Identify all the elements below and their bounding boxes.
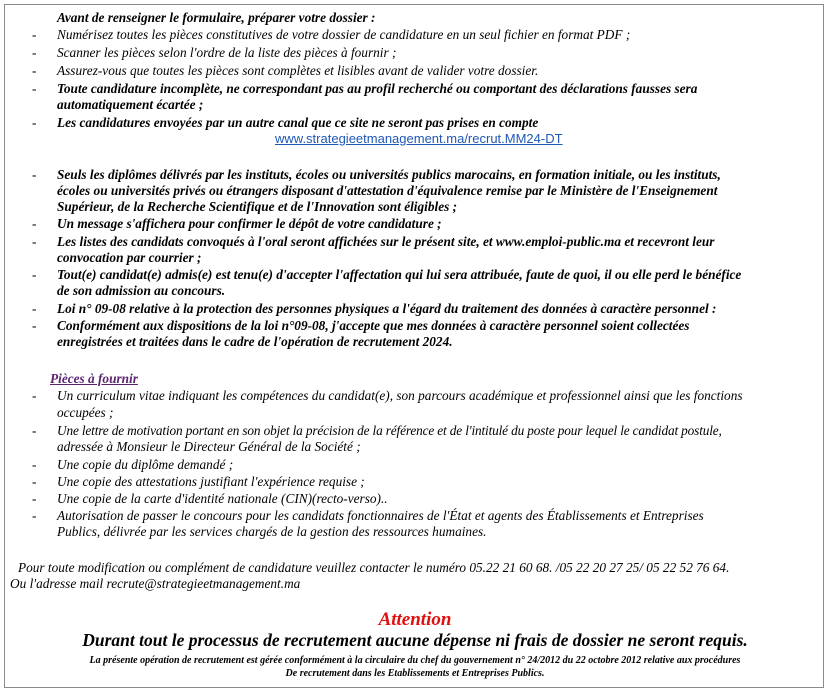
attention-title: Attention	[378, 609, 452, 630]
legal-note: La présente opération de recrutement est gérée conformément à la circulaire du chef du gouvernement n° 24/2012 du 22 octobre 2012 relative aux procédures	[89, 655, 741, 666]
rule-diplomes-continuation: écoles ou universités privés ou étrangers disposant d'attestation d'équivalence remise par le Ministère de l'Enseignement	[57, 183, 718, 198]
piece-lettre-continuation: adressée à Monsieur le Directeur Général de la Société ;	[57, 439, 361, 454]
piece-cv: Un curriculum vitae indiquant les compétences du candidat(e), son parcours académique et professionnel ainsi que les fonctions	[57, 388, 743, 403]
rule-listes-continuation: convocation par courrier ;	[57, 250, 202, 265]
rule-listes: Les listes des candidats convoqués à l'oral seront affichées sur le présent site, et www.emploi-public.ma et recevront leur	[57, 234, 715, 249]
list-item-continuation: automatiquement écartée ;	[57, 97, 204, 112]
attention-message: Durant tout le processus de recrutement aucune dépense ni frais de dossier ne seront requis.	[82, 630, 748, 650]
bullet-dash: -	[32, 167, 37, 182]
rule-admis-continuation: de son admission au concours.	[57, 283, 226, 298]
bullet-dash: -	[32, 45, 37, 60]
piece-cin: Une copie de la carte d'identité nationale (CIN)(recto-verso)..	[57, 491, 388, 506]
bullet-dash: -	[32, 115, 37, 130]
list-item: Scanner les pièces selon l'ordre de la liste des pièces à fournir ;	[57, 45, 397, 60]
rule-message: Un message s'affichera pour confirmer le dépôt de votre candidature ;	[57, 216, 442, 231]
intro-title: Avant de renseigner le formulaire, préparer votre dossier :	[57, 10, 376, 25]
list-item: Assurez-vous que toutes les pièces sont complètes et lisibles avant de valider votre dossier.	[57, 63, 539, 78]
bullet-dash: -	[32, 267, 37, 282]
list-item: Toute candidature incomplète, ne correspondant pas au profil recherché ou comportant des déclarations fausses sera	[57, 81, 698, 96]
recruitment-link[interactable]: www.strategieetmanagement.ma/recrut.MM24-DT	[275, 131, 563, 146]
bullet-dash: -	[32, 234, 37, 249]
rule-diplomes-continuation: Supérieur, de la Recherche Scientifique et de l'Innovation sont éligibles ;	[57, 199, 458, 214]
piece-cv-continuation: occupées ;	[57, 405, 114, 420]
bullet-dash: -	[32, 301, 37, 316]
bullet-dash: -	[32, 474, 37, 489]
rule-diplomes: Seuls les diplômes délivrés par les instituts, écoles ou universités publics marocains, en formation initiale, ou les instituts,	[57, 167, 721, 182]
bullet-dash: -	[32, 423, 37, 438]
rule-conforme-continuation: enregistrées et traitées dans le cadre de l'opération de recrutement 2024.	[57, 334, 453, 349]
bullet-dash: -	[32, 63, 37, 78]
piece-diplome: Une copie du diplôme demandé ;	[57, 457, 234, 472]
legal-note-continuation: De recrutement dans les Etablissements et Entreprises Publics.	[285, 668, 545, 679]
bullet-dash: -	[32, 491, 37, 506]
pieces-heading: Pièces à fournir	[50, 371, 138, 386]
bullet-dash: -	[32, 81, 37, 96]
contact-phone: Pour toute modification ou complément de candidature veuillez contacter le numéro 05.22 21 60 68. /05 22 20 27 25/ 05 22 52 76 64.	[18, 560, 730, 575]
piece-autorisation: Autorisation de passer le concours pour les candidats fonctionnaires de l'État et agents des Établissements et Entreprises	[57, 508, 704, 523]
bullet-dash: -	[32, 388, 37, 403]
bullet-dash: -	[32, 216, 37, 231]
piece-lettre: Une lettre de motivation portant en son objet la précision de la référence et de l'intitulé du poste pour lequel le candidat postule,	[57, 423, 722, 438]
rule-conforme: Conformément aux dispositions de la loi n°09-08, j'accepte que mes données à caractère personnel soient collectées	[57, 318, 690, 333]
piece-attestations: Une copie des attestations justifiant l'expérience requise ;	[57, 474, 365, 489]
bullet-dash: -	[32, 508, 37, 523]
list-item: Numérisez toutes les pièces constitutives de votre dossier de candidature en un seul fichier en format PDF ;	[57, 27, 631, 42]
contact-email: Ou l'adresse mail recrute@strategieetmanagement.ma	[10, 576, 301, 591]
bullet-dash: -	[32, 457, 37, 472]
bullet-dash: -	[32, 318, 37, 333]
rule-loi: Loi n° 09-08 relative à la protection des personnes physiques a l'égard du traitement des données à caractère personnel :	[57, 301, 717, 316]
rule-admis: Tout(e) candidat(e) admis(e) est tenu(e) d'accepter l'affectation qui lui sera attribuée, faute de quoi, il ou elle perd le bénéfice	[57, 267, 742, 282]
piece-autorisation-continuation: Publics, délivrée par les services chargés de la gestion des ressources humaines.	[57, 524, 487, 539]
bullet-dash: -	[32, 27, 37, 42]
list-item: Les candidatures envoyées par un autre canal que ce site ne seront pas prises en compte	[57, 115, 539, 130]
